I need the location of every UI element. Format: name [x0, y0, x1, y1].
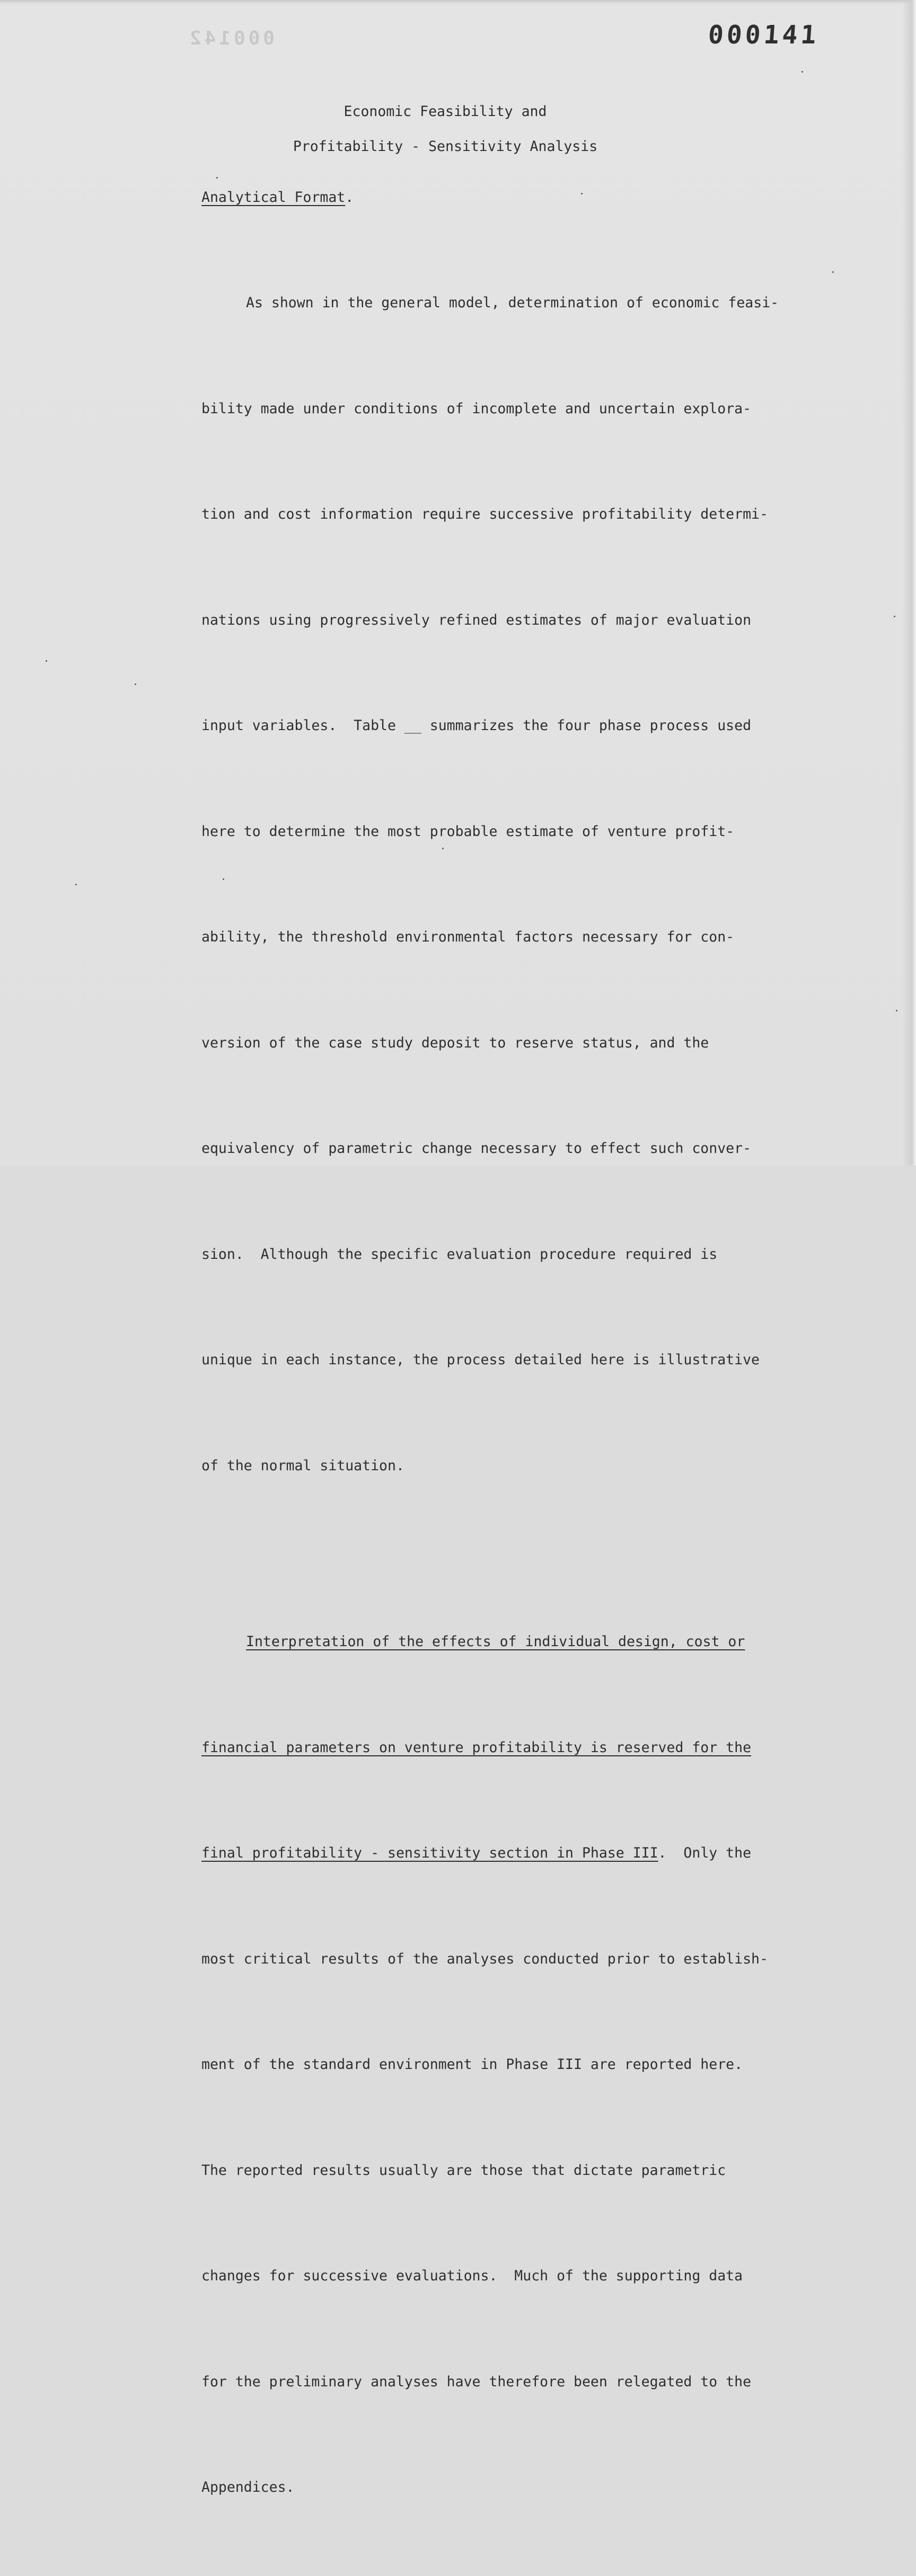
- paragraph-2: [201, 1554, 806, 2576]
- section-heading: [201, 180, 806, 215]
- page-top-edge: [0, 0, 916, 4]
- page-number-stamp: 000141: [707, 20, 821, 50]
- document-body: [201, 94, 806, 2576]
- paper-speck: [135, 683, 136, 685]
- paper-speck: [896, 1010, 897, 1011]
- paragraph-2-underlined-line: [201, 1624, 806, 1660]
- section-heading-text: Analytical Format: [201, 189, 346, 206]
- paragraph-2-underlined-line: [201, 1730, 806, 1766]
- bleed-through-page-number: 000142: [187, 28, 275, 49]
- paragraph-1-line: unique in each instance, the process detailed here is illustrative: [201, 1352, 760, 1368]
- paragraph-1-line: of the normal situation.: [201, 1457, 404, 1474]
- paragraph-2-line: ment of the standard environment in Phase III are reported here.: [201, 2056, 743, 2073]
- paragraph-1-line: sion. Although the specific evaluation procedure required is: [201, 1246, 718, 1263]
- title-line-2: Profitability - Sensitivity Analysis: [293, 138, 598, 155]
- paper-speck: [802, 71, 803, 73]
- page-right-edge: [902, 0, 916, 1166]
- paragraph-2-line: changes for successive evaluations. Much of the supporting data: [201, 2268, 743, 2284]
- title-line-1: Economic Feasibility and: [344, 103, 547, 120]
- paper-speck: [894, 616, 895, 617]
- paragraph-2-mixed-line: [201, 1836, 806, 1871]
- paper-speck: [46, 660, 47, 662]
- underlined-text: Interpretation of the effects of individual design, cost or: [246, 1633, 745, 1650]
- paper-speck: [75, 884, 77, 885]
- underlined-text: final profitability - sensitivity section in Phase III: [201, 1845, 658, 1861]
- paragraph-1-line: version of the case study deposit to reserve status, and the: [201, 1034, 709, 1051]
- paragraph-1-line: tion and cost information require successive profitability determi-: [201, 506, 768, 522]
- paper-speck: [832, 271, 834, 273]
- paragraph-2-line: Appendices.: [201, 2479, 295, 2495]
- underlined-text: financial parameters on venture profitability is reserved for the: [201, 1739, 752, 1756]
- paragraph-1: [201, 215, 806, 1554]
- paragraph-1-line: bility made under conditions of incomplete and uncertain explora-: [201, 400, 752, 417]
- paragraph-2-line: The reported results usually are those that dictate parametric: [201, 2162, 726, 2179]
- paragraph-1-line: ability, the threshold environmental factors necessary for con-: [201, 929, 735, 945]
- paragraph-1-line: here to determine the most probable estimate of venture profit-: [201, 823, 735, 840]
- plain-text: . Only the: [658, 1845, 752, 1861]
- paragraph-1-line: equivalency of parametric change necessary to effect such conver-: [201, 1140, 752, 1157]
- paragraph-1-line: nations using progressively refined estimates of major evaluation: [201, 611, 752, 628]
- paragraph-2-line: for the preliminary analyses have therefore been relegated to the: [201, 2373, 752, 2390]
- section-heading-punct: .: [345, 189, 354, 206]
- paragraph-2-line: most critical results of the analyses conducted prior to establish-: [201, 1950, 768, 1967]
- paragraph-1-line: As shown in the general model, determination of economic feasi-: [246, 295, 779, 311]
- paragraph-1-line: input variables. Table __ summarizes the four phase process used: [201, 717, 752, 734]
